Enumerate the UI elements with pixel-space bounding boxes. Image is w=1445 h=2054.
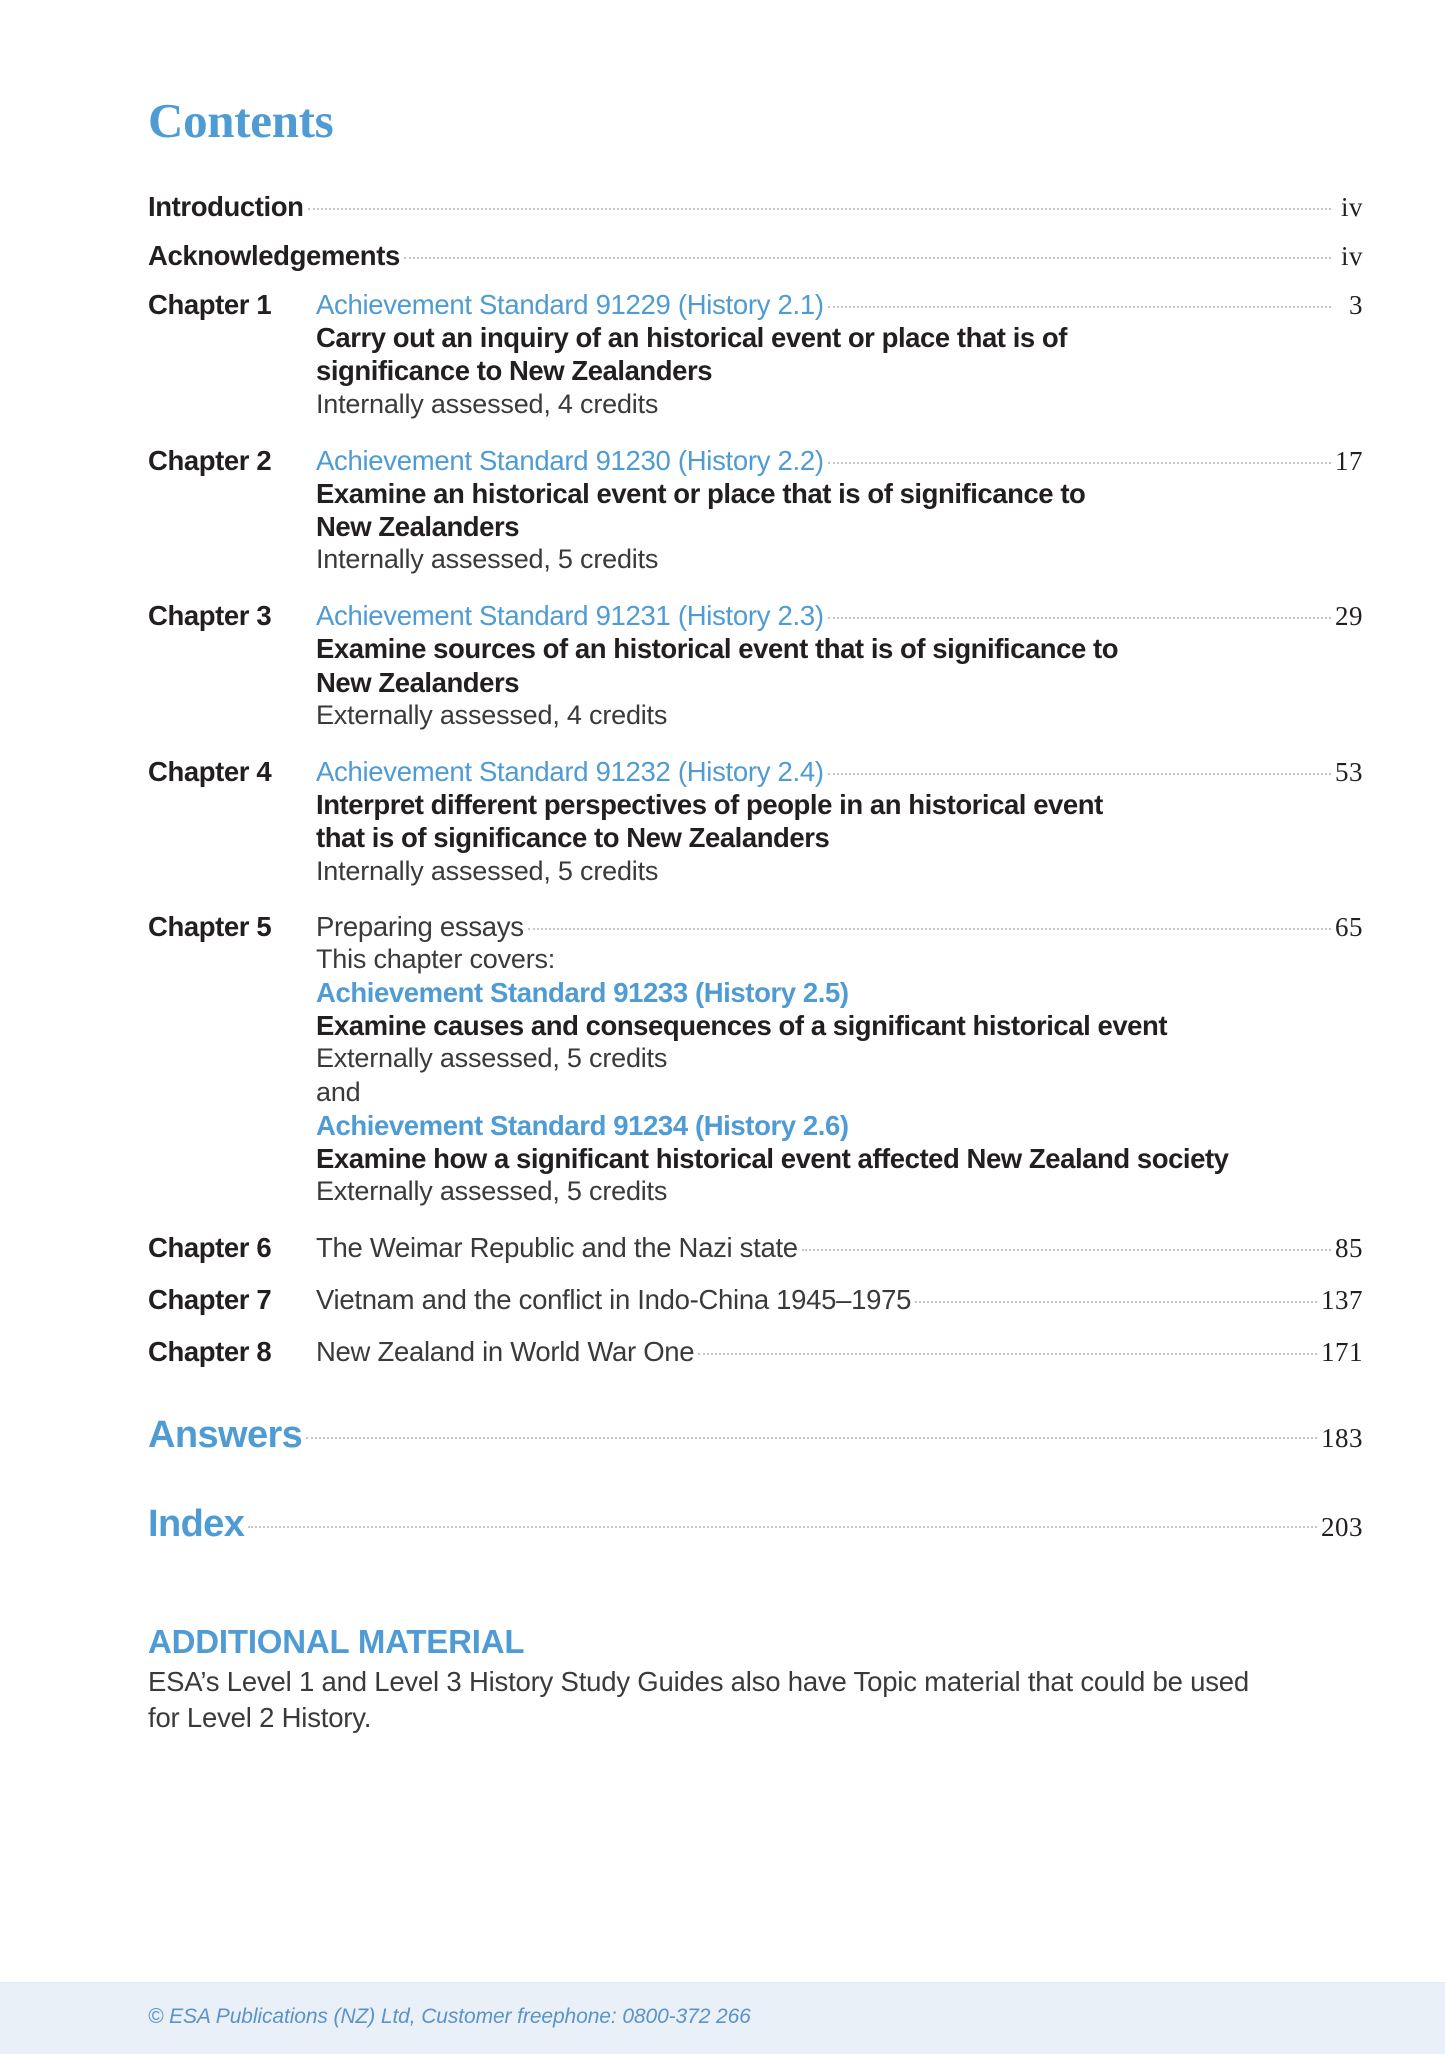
toc-page-number: 183 <box>1321 1423 1363 1454</box>
chapter-description-line: New Zealanders <box>316 666 520 698</box>
chapter-title-row[interactable] <box>148 600 1363 632</box>
toc-page-number: 137 <box>1321 1285 1363 1316</box>
chapter-entry <box>148 911 1363 1209</box>
chapter-entry <box>148 289 1363 422</box>
chapter-description-line: that is of significance to New Zealanders <box>316 822 830 854</box>
chapter-title[interactable]: Vietnam and the conflict in Indo-China 1945–1975 <box>316 1284 912 1316</box>
chapter-label: Chapter 5 <box>148 911 272 943</box>
section-entry[interactable] <box>148 1503 1363 1546</box>
chapter-label: Chapter 1 <box>148 289 272 320</box>
chapter-credits-line: Externally assessed, 5 credits <box>316 1176 668 1207</box>
chapter-description-line: Examine an historical event or place that is of significance to <box>316 477 1086 509</box>
additional-material-heading: ADDITIONAL MATERIAL <box>148 1623 525 1661</box>
toc-page-number: 53 <box>1335 756 1363 787</box>
chapter-entry <box>148 445 1363 578</box>
chapter-credits-line: Internally assessed, 4 credits <box>316 388 659 419</box>
chapter-description-line: Examine sources of an historical event that is of significance to <box>316 633 1119 665</box>
chapter-label: Chapter 2 <box>148 444 272 476</box>
chapter-plain-line: This chapter covers: <box>316 944 556 975</box>
chapter-label: Chapter 6 <box>148 1232 272 1264</box>
chapter-entry <box>148 756 1363 889</box>
contents-body <box>148 93 1363 1736</box>
achievement-standard-line: Achievement Standard 91233 (History 2.5) <box>316 977 849 1008</box>
toc-page-number: 203 <box>1321 1512 1363 1543</box>
chapter-title-row[interactable] <box>148 1336 1363 1368</box>
leader-dots <box>828 454 1331 470</box>
achievement-standard-line: Achievement Standard 91234 (History 2.6) <box>316 1109 849 1141</box>
toc-entry-frontmatter[interactable] <box>148 191 1363 223</box>
section-title[interactable]: Index <box>148 1503 245 1546</box>
chapter-entry <box>148 1336 1363 1368</box>
chapter-list <box>148 289 1363 1368</box>
chapter-detail-lines <box>316 943 1363 1209</box>
section-entry[interactable] <box>148 1414 1363 1457</box>
toc-page-number: 85 <box>1335 1233 1363 1264</box>
toc-page-number: 3 <box>1349 290 1363 320</box>
chapter-credits-line: Externally assessed, 4 credits <box>316 699 668 730</box>
chapter-title-row[interactable] <box>148 445 1363 477</box>
leader-dots <box>248 1520 1317 1536</box>
leader-dots <box>828 298 1331 314</box>
chapter-label: Chapter 3 <box>148 600 272 632</box>
chapter-detail-lines <box>316 632 1363 733</box>
toc-page-number: 65 <box>1335 912 1363 943</box>
chapter-detail-lines <box>316 788 1363 889</box>
chapter-description-line: Examine causes and consequences of a significant historical event <box>316 1010 1168 1041</box>
leader-dots <box>404 249 1331 265</box>
leader-dots <box>528 920 1331 936</box>
chapter-entry <box>148 1232 1363 1264</box>
toc-page-number: 29 <box>1335 601 1363 632</box>
chapter-title-row[interactable] <box>148 1232 1363 1264</box>
chapter-title[interactable]: Achievement Standard 91231 (History 2.3) <box>316 600 824 632</box>
chapter-credits-line: Internally assessed, 5 credits <box>316 544 659 575</box>
leader-dots <box>915 1293 1317 1309</box>
chapter-title[interactable]: The Weimar Republic and the Nazi state <box>316 1232 798 1264</box>
chapter-label: Chapter 8 <box>148 1336 272 1368</box>
chapter-detail-lines <box>316 321 1363 422</box>
page-title: Contents <box>148 93 334 148</box>
section-list <box>148 1414 1363 1546</box>
leader-dots <box>308 200 1331 216</box>
leader-dots <box>828 609 1331 625</box>
footer-copyright: © ESA Publications (NZ) Ltd, Customer freephone: 0800-372 266 <box>148 2005 751 2028</box>
chapter-description-line: Interpret different perspectives of people in an historical event <box>316 788 1103 820</box>
footer-band <box>0 1982 1445 2054</box>
chapter-title[interactable]: New Zealand in World War One <box>316 1336 695 1368</box>
toc-page-number: 171 <box>1321 1337 1363 1368</box>
chapter-credits-line: Externally assessed, 5 credits <box>316 1043 668 1074</box>
chapter-entry <box>148 1284 1363 1316</box>
chapter-description-line: Examine how a significant historical event affected New Zealand society <box>316 1142 1229 1174</box>
chapter-description-line: significance to New Zealanders <box>316 355 713 387</box>
chapter-title[interactable]: Achievement Standard 91229 (History 2.1) <box>316 289 824 320</box>
toc-entry-title[interactable]: Acknowledgements <box>148 240 400 271</box>
chapter-title[interactable]: Achievement Standard 91230 (History 2.2) <box>316 444 824 476</box>
toc-entry-title[interactable]: Introduction <box>148 191 304 222</box>
chapter-plain-line: and <box>316 1077 361 1108</box>
leader-dots <box>698 1345 1317 1361</box>
additional-material-section <box>148 1624 1363 1736</box>
chapter-description-line: Carry out an inquiry of an historical event or place that is of <box>316 322 1067 353</box>
chapter-title[interactable]: Preparing essays <box>316 911 524 943</box>
toc-page-number: iv <box>1340 241 1363 271</box>
chapter-title-row[interactable] <box>148 289 1363 321</box>
chapter-credits-line: Internally assessed, 5 credits <box>316 855 659 886</box>
chapter-title[interactable]: Achievement Standard 91232 (History 2.4) <box>316 755 824 787</box>
chapter-description-line: New Zealanders <box>316 510 520 542</box>
chapter-label: Chapter 7 <box>148 1284 272 1316</box>
leader-dots <box>828 765 1331 781</box>
leader-dots <box>306 1431 1317 1447</box>
chapter-detail-lines <box>316 477 1363 578</box>
toc-page-number: 17 <box>1335 445 1363 476</box>
chapter-label: Chapter 4 <box>148 755 272 787</box>
chapter-title-row[interactable] <box>148 1284 1363 1316</box>
section-title[interactable]: Answers <box>148 1414 303 1457</box>
additional-material-body: ESA’s Level 1 and Level 3 History Study Guides also have Topic material that could be used for Level 2 History. <box>148 1666 1249 1734</box>
chapter-title-row[interactable] <box>148 756 1363 788</box>
chapter-title-row[interactable] <box>148 911 1363 943</box>
toc-page-number: iv <box>1340 192 1363 222</box>
front-matter-list <box>148 191 1363 272</box>
toc-entry-frontmatter[interactable] <box>148 240 1363 272</box>
chapter-entry <box>148 600 1363 733</box>
leader-dots <box>802 1241 1331 1257</box>
